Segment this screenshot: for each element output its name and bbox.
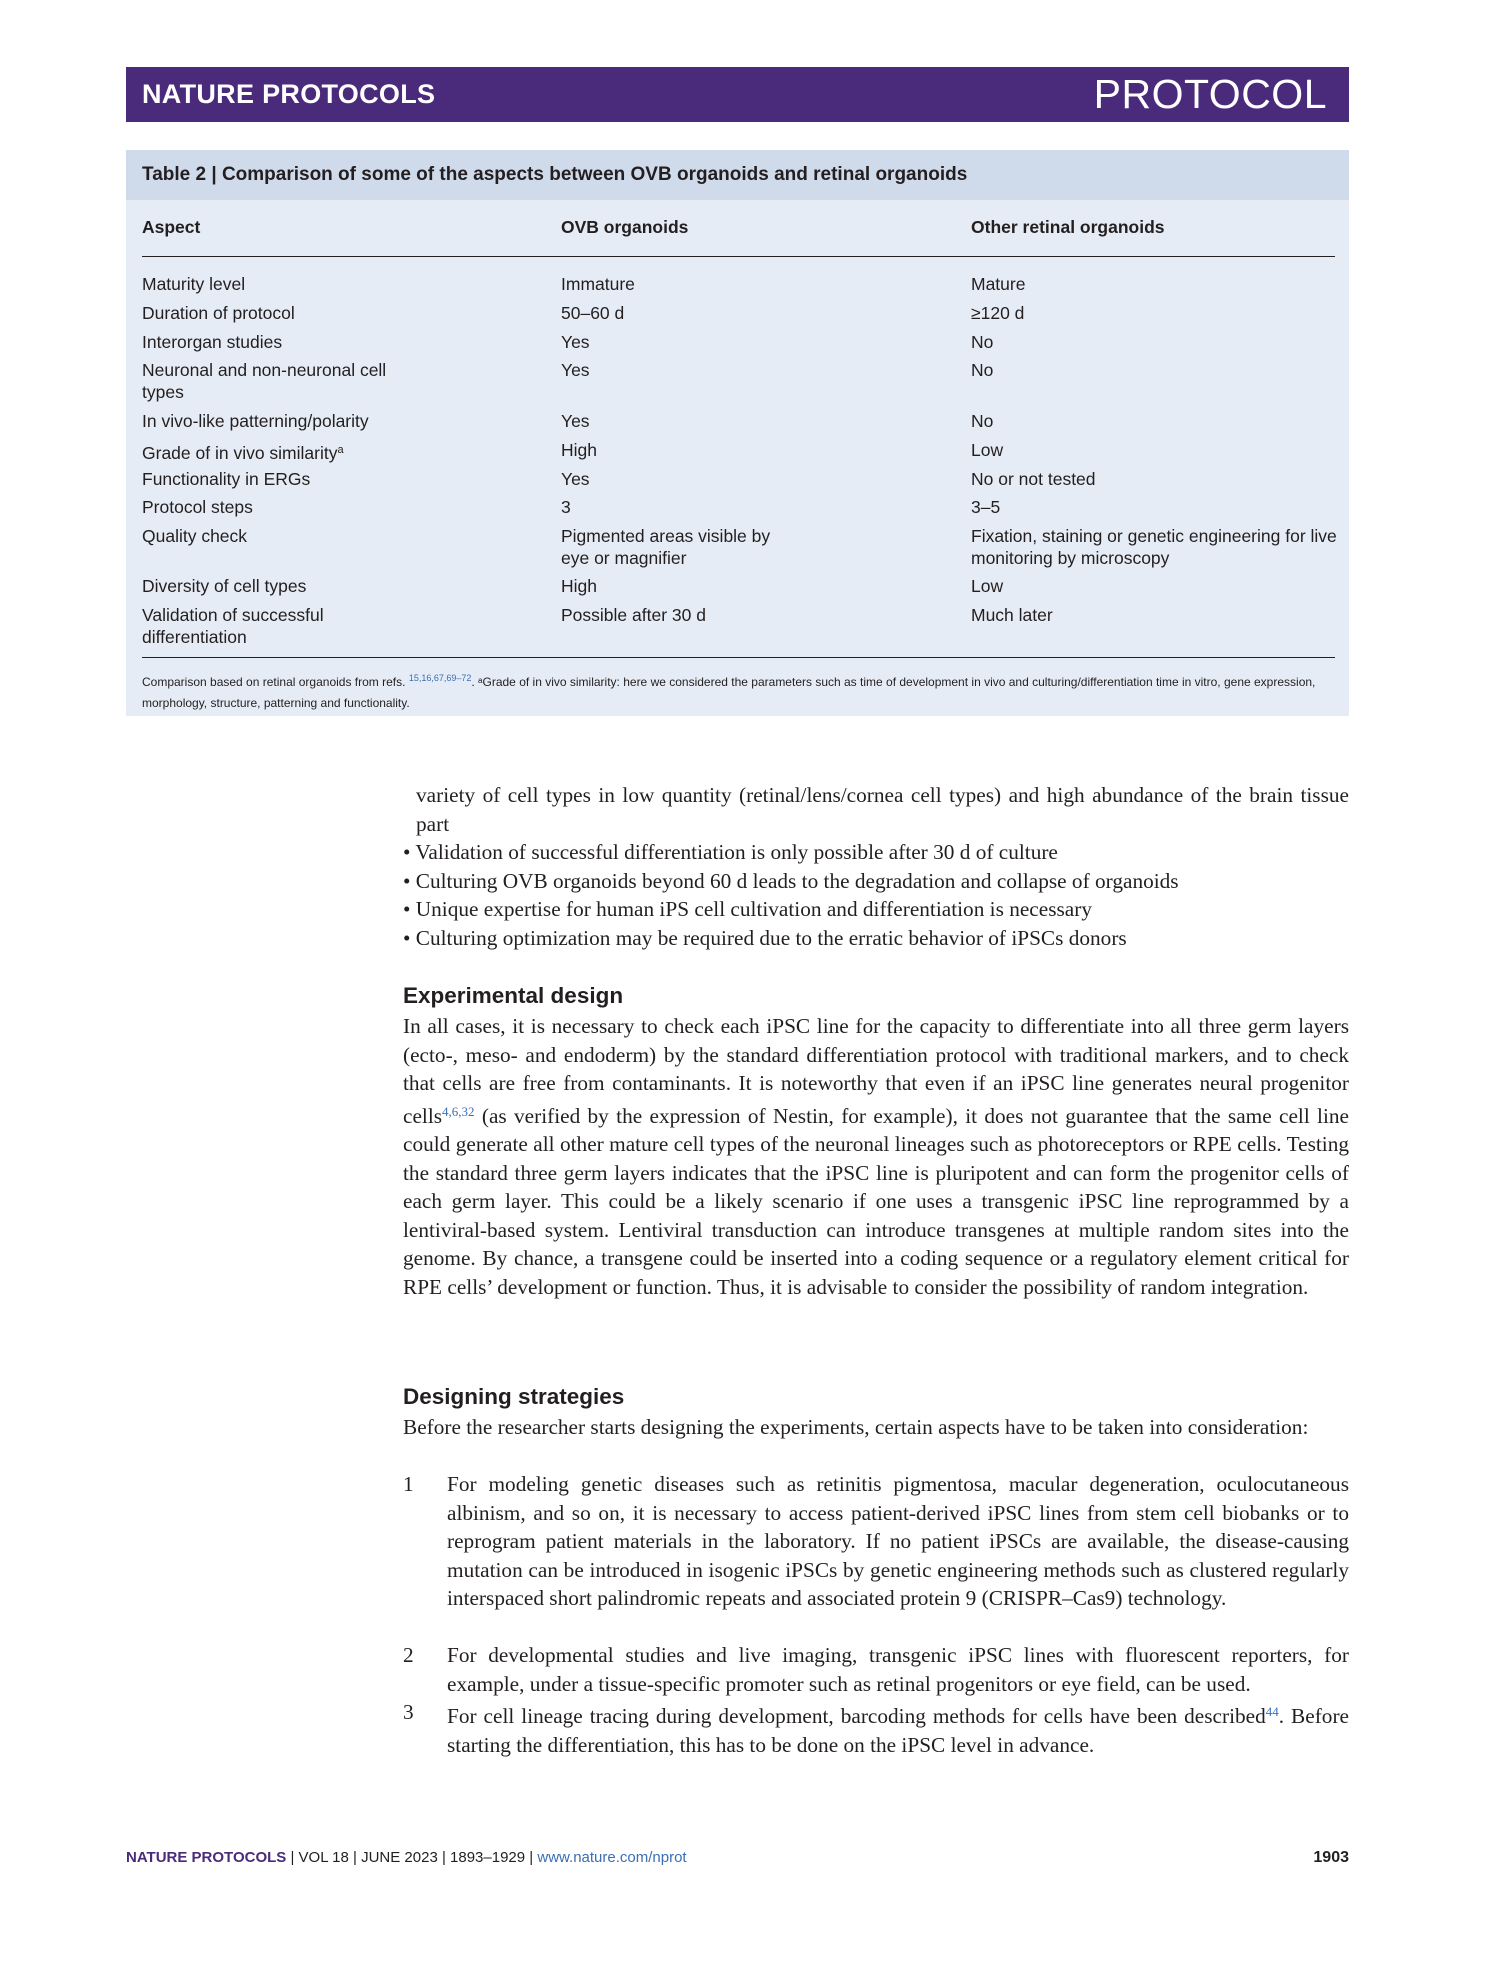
cell-aspect: Maturity level	[142, 274, 246, 294]
item-text: For modeling genetic diseases such as retinitis pigmentosa, macular degeneration, oculocutaneous albinism, and so on, it is necessary to access patient-derived iPSC lines from stem cell biobanks or to reprogram patient materials in the laboratory. If no patient iPSCs are available, the disease-causing mutation can be introduced in isogenic iPSCs by genetic engineering methods such as clustered regularly interspaced short palindromic repeats and associated protein 9 (CRISPR–Cas9) technology.	[447, 1472, 1349, 1610]
cell-aspect: Duration of protocol	[142, 303, 295, 323]
cell-other: Mature	[971, 274, 1026, 294]
cell-other: Fixation, staining or genetic engineering for live monitoring by microscopy	[971, 526, 1337, 568]
journal-name: NATURE PROTOCOLS	[142, 79, 436, 109]
cell-aspect: Quality check	[142, 526, 248, 546]
cell-aspect: Interorgan studies	[142, 332, 283, 352]
footer-pages: 1893–1929	[450, 1849, 526, 1866]
cell-ovb: Yes	[561, 360, 590, 380]
section-heading-designing-strategies: Designing strategies	[403, 1384, 625, 1409]
table-caption	[126, 150, 1349, 200]
cell-other: No	[971, 332, 994, 352]
page-number: 1903	[1313, 1849, 1349, 1866]
cell-ovb: Yes	[561, 332, 590, 352]
journal-header-bar	[126, 67, 1349, 122]
limitation-bullet: • Unique expertise for human iPS cell cultivation and differentiation is necessary	[403, 897, 1092, 921]
cell-ovb: High	[561, 440, 597, 460]
cell-other: No	[971, 411, 994, 431]
cell-aspect: In vivo-like patterning/polarity	[142, 411, 369, 431]
cell-other: Low	[971, 576, 1004, 596]
cell-aspect: Diversity of cell types	[142, 576, 307, 596]
item-number: 3	[403, 1700, 414, 1724]
paragraph-text: (as verified by the expression of Nestin, for example), it does not guarantee that the same cell line could generate all other mature cell types of the neuronal lineages such as photoreceptors or RPE cells. Testing the standard three germ layers indicates that the iPSC line is pluripotent and can form the progenitor cells of each germ layer. This could be a likely scenario if one uses a transgenic iPSC line reprogrammed by a lentiviral-based system. Lentiviral transduction can introduce transgenes at multiple random sites into the genome. By chance, a transgene could be inserted into a coding sequence or a regulatory element critical for RPE cells’ development or function. Thus, it is advisable to consider the possibility of random integration.	[403, 1103, 1349, 1299]
footer-journal: NATURE PROTOCOLS	[126, 1849, 287, 1866]
cell-aspect-text: Grade of in vivo similarity	[142, 443, 338, 463]
table-2	[126, 150, 1349, 716]
cell-other: Much later	[971, 605, 1053, 625]
cell-aspect: Validation of successful differentiation	[142, 605, 324, 647]
limitation-bullet: • Culturing OVB organoids beyond 60 d leads to the degradation and collapse of organoids	[403, 869, 1179, 893]
column-header-aspect: Aspect	[142, 217, 201, 237]
cell-aspect	[142, 439, 442, 464]
cell-ovb: Yes	[561, 411, 590, 431]
item-text: For developmental studies and live imaging, transgenic iPSC lines with fluorescent reporters, for example, under a tissue-specific promoter such as retinal progenitors or eye field, can be used.	[447, 1643, 1349, 1696]
cell-other: No	[971, 360, 994, 380]
footer-volume: VOL 18	[298, 1849, 349, 1866]
cell-other: Low	[971, 440, 1004, 460]
table-caption-label: Table 2 |	[142, 164, 217, 185]
table-caption-title: Comparison of some of the aspects between OVB organoids and retinal organoids	[221, 164, 968, 185]
cell-other: No or not tested	[971, 469, 1096, 489]
footer-date: JUNE 2023	[361, 1849, 438, 1866]
item-text-main: For cell lineage tracing during development, barcoding methods for cells have been described	[447, 1704, 1266, 1728]
footer-separator: |	[286, 1849, 299, 1866]
section-heading-experimental-design: Experimental design	[403, 983, 624, 1008]
footnote-prefix: Comparison based on retinal organoids from refs.	[142, 675, 406, 689]
cell-aspect: Protocol steps	[142, 497, 253, 517]
cell-ovb: 3	[561, 497, 571, 517]
cell-aspect: Neuronal and non-neuronal cell types	[142, 360, 387, 402]
limitation-bullet: • Culturing optimization may be required due to the erratic behavior of iPSCs donors	[403, 926, 1127, 950]
table-footnote	[142, 668, 1342, 714]
cell-ovb: 50–60 d	[561, 303, 625, 323]
item-text	[447, 1698, 1349, 1759]
footer-rule	[142, 657, 1335, 658]
cell-ovb: Yes	[561, 469, 590, 489]
designing-strategies-intro: Before the researcher starts designing the experiments, certain aspects have to be taken into consideration:	[403, 1415, 1309, 1439]
cell-other: ≥120 d	[971, 303, 1025, 323]
limitation-continuation: variety of cell types in low quantity (retinal/lens/cornea cell types) and high abundance of the brain tissue part	[416, 783, 1349, 836]
cell-other: 3–5	[971, 497, 1001, 517]
footer-separator: |	[437, 1849, 451, 1866]
limitation-bullet: • Validation of successful differentiation is only possible after 30 d of culture	[403, 840, 1058, 864]
cell-ovb: High	[561, 576, 597, 596]
column-header-ovb: OVB organoids	[561, 217, 689, 237]
article-type: PROTOCOL	[1093, 71, 1327, 117]
cell-ovb: Possible after 30 d	[561, 605, 706, 625]
cell-ovb: Immature	[561, 274, 635, 294]
item-text-end: . Before starting the differentiation, this has to be done on the iPSC level in advance.	[447, 1704, 1349, 1757]
cell-ovb: Pigmented areas visible by eye or magnifier	[561, 526, 771, 568]
citation-ref[interactable]: 44	[1265, 1704, 1279, 1719]
footer-separator: |	[525, 1849, 538, 1866]
footer-url-link[interactable]: www.nature.com/nprot	[537, 1849, 687, 1866]
header-rule	[142, 256, 1335, 257]
page-footer	[126, 1849, 1349, 1873]
footnote-refs[interactable]: 15,16,67,69–72	[408, 673, 472, 683]
citation-refs[interactable]: 4,6,32	[442, 1103, 475, 1119]
paragraph-text: In all cases, it is necessary to check each iPSC line for the capacity to differentiate into all three germ layers (ecto-, meso- and endoderm) by the standard differentiation protocol with traditional markers, and to check that cells are free from contaminants. It is noteworthy that even if an iPSC line generates neural progenitor cells	[403, 1014, 1349, 1128]
experimental-design-paragraph	[403, 1012, 1349, 1301]
item-number: 1	[403, 1472, 414, 1496]
footnote-text: . ᵃGrade of in vivo similarity: here we considered the parameters such as time of development in vivo and culturing/differentiation time in vitro, gene expression, morphology, structure, patterning and functionality.	[142, 675, 1316, 710]
footer-separator: |	[348, 1849, 362, 1866]
superscript-a: a	[337, 444, 344, 456]
cell-aspect: Functionality in ERGs	[142, 469, 311, 489]
item-number: 2	[403, 1643, 414, 1667]
column-header-other: Other retinal organoids	[971, 217, 1165, 237]
